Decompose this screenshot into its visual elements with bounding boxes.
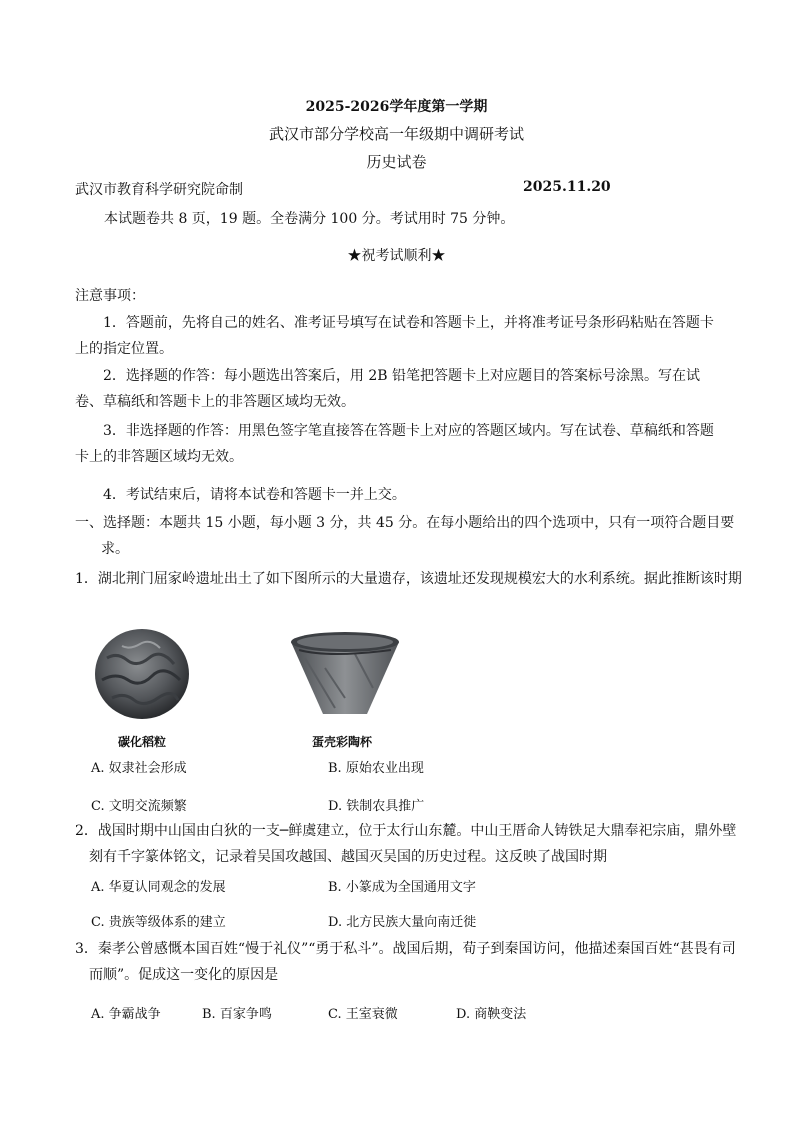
question-1-stem: 1．湖北荆门屈家岭遗址出土了如下图所示的大量遗存，该遗址还发现规模宏大的水利系统。据此推断该时期 — [75, 571, 742, 587]
image-caption-rice: 碳化稻粒 — [117, 735, 166, 749]
q1-option-a[interactable]: A. 奴隶社会形成 — [91, 761, 187, 776]
exam-date: 2025.11.20 — [523, 179, 611, 195]
note-item-4: 4．考试结束后，请将本试卷和答题卡一并上交。 — [103, 487, 406, 503]
q3-option-b[interactable]: B. 百家争鸣 — [202, 1007, 272, 1022]
note-item-1: 1．答题前，先将自己的姓名、准考证号填写在试卷和答题卡上，并将准考证号条形码粘贴在答题卡上的指定位置。 — [75, 315, 714, 357]
note-item-3: 3．非选择题的作答：用黑色签字笔直接答在答题卡上对应的答题区域内。写在试卷、草稿纸和答题卡上的非答题区域均无效。 — [75, 423, 714, 465]
eggshell-cup-image — [285, 628, 405, 720]
note-item-2: 2．选择题的作答：每小题选出答案后，用 2B 铅笔把答题卡上对应题目的答案标号涂黑。写在试卷、草稿纸和答题卡上的非答题区域均无效。 — [75, 368, 701, 410]
carbonized-rice-image — [92, 628, 192, 720]
q2-option-d[interactable]: D. 北方民族大量向南迁徙 — [328, 915, 477, 930]
question-2-stem: 2．战国时期中山国由白狄的一支─鲜虞建立，位于太行山东麓。中山王厝命人铸铁足大鼎奉祀宗庙，鼎外壁刻有千字篆体铭文，记录着吴国攻越国、越国灭吴国的历史过程。这反映了战国时期 — [75, 823, 737, 865]
q1-option-d[interactable]: D. 铁制农具推广 — [328, 799, 425, 814]
q3-option-c[interactable]: C. 王室衰微 — [328, 1007, 398, 1022]
question-3-stem: 3．秦孝公曾感慨本国百姓“慢于礼仪”“勇于私斗”。战国后期，荀子到秦国访问，他描述秦国百姓“甚畏有司而顺”。促成这一变化的原因是 — [75, 941, 736, 983]
exam-intro: 本试题卷共 8 页，19 题。全卷满分 100 分。考试用时 75 分钟。 — [104, 211, 515, 227]
q2-option-a[interactable]: A. 华夏认同观念的发展 — [91, 880, 226, 895]
q3-option-d[interactable]: D. 商鞅变法 — [456, 1007, 527, 1022]
exam-term: 2025-2026学年度第一学期 — [305, 99, 488, 115]
exam-issuer: 武汉市教育科学研究院命制 — [75, 182, 243, 198]
q1-option-b[interactable]: B. 原始农业出现 — [328, 761, 424, 776]
q3-option-a[interactable]: A. 争霸战争 — [91, 1007, 161, 1022]
exam-subject: 历史试卷 — [366, 153, 427, 171]
exam-title: 武汉市部分学校高一年级期中调研考试 — [268, 125, 524, 143]
q2-option-c[interactable]: C. 贵族等级体系的建立 — [91, 915, 226, 930]
q2-option-b[interactable]: B. 小篆成为全国通用文字 — [328, 880, 476, 895]
q1-option-c[interactable]: C. 文明交流频繁 — [91, 799, 187, 814]
exam-wish: ★祝考试顺利★ — [347, 248, 446, 264]
section1-title: 一、选择题：本题共 15 小题，每小题 3 分，共 45 分。在每小题给出的四个选项中，只有一项符合题目要求。 — [75, 515, 735, 557]
notes-title: 注意事项： — [75, 288, 145, 304]
image-caption-cup: 蛋壳彩陶杯 — [311, 735, 372, 749]
